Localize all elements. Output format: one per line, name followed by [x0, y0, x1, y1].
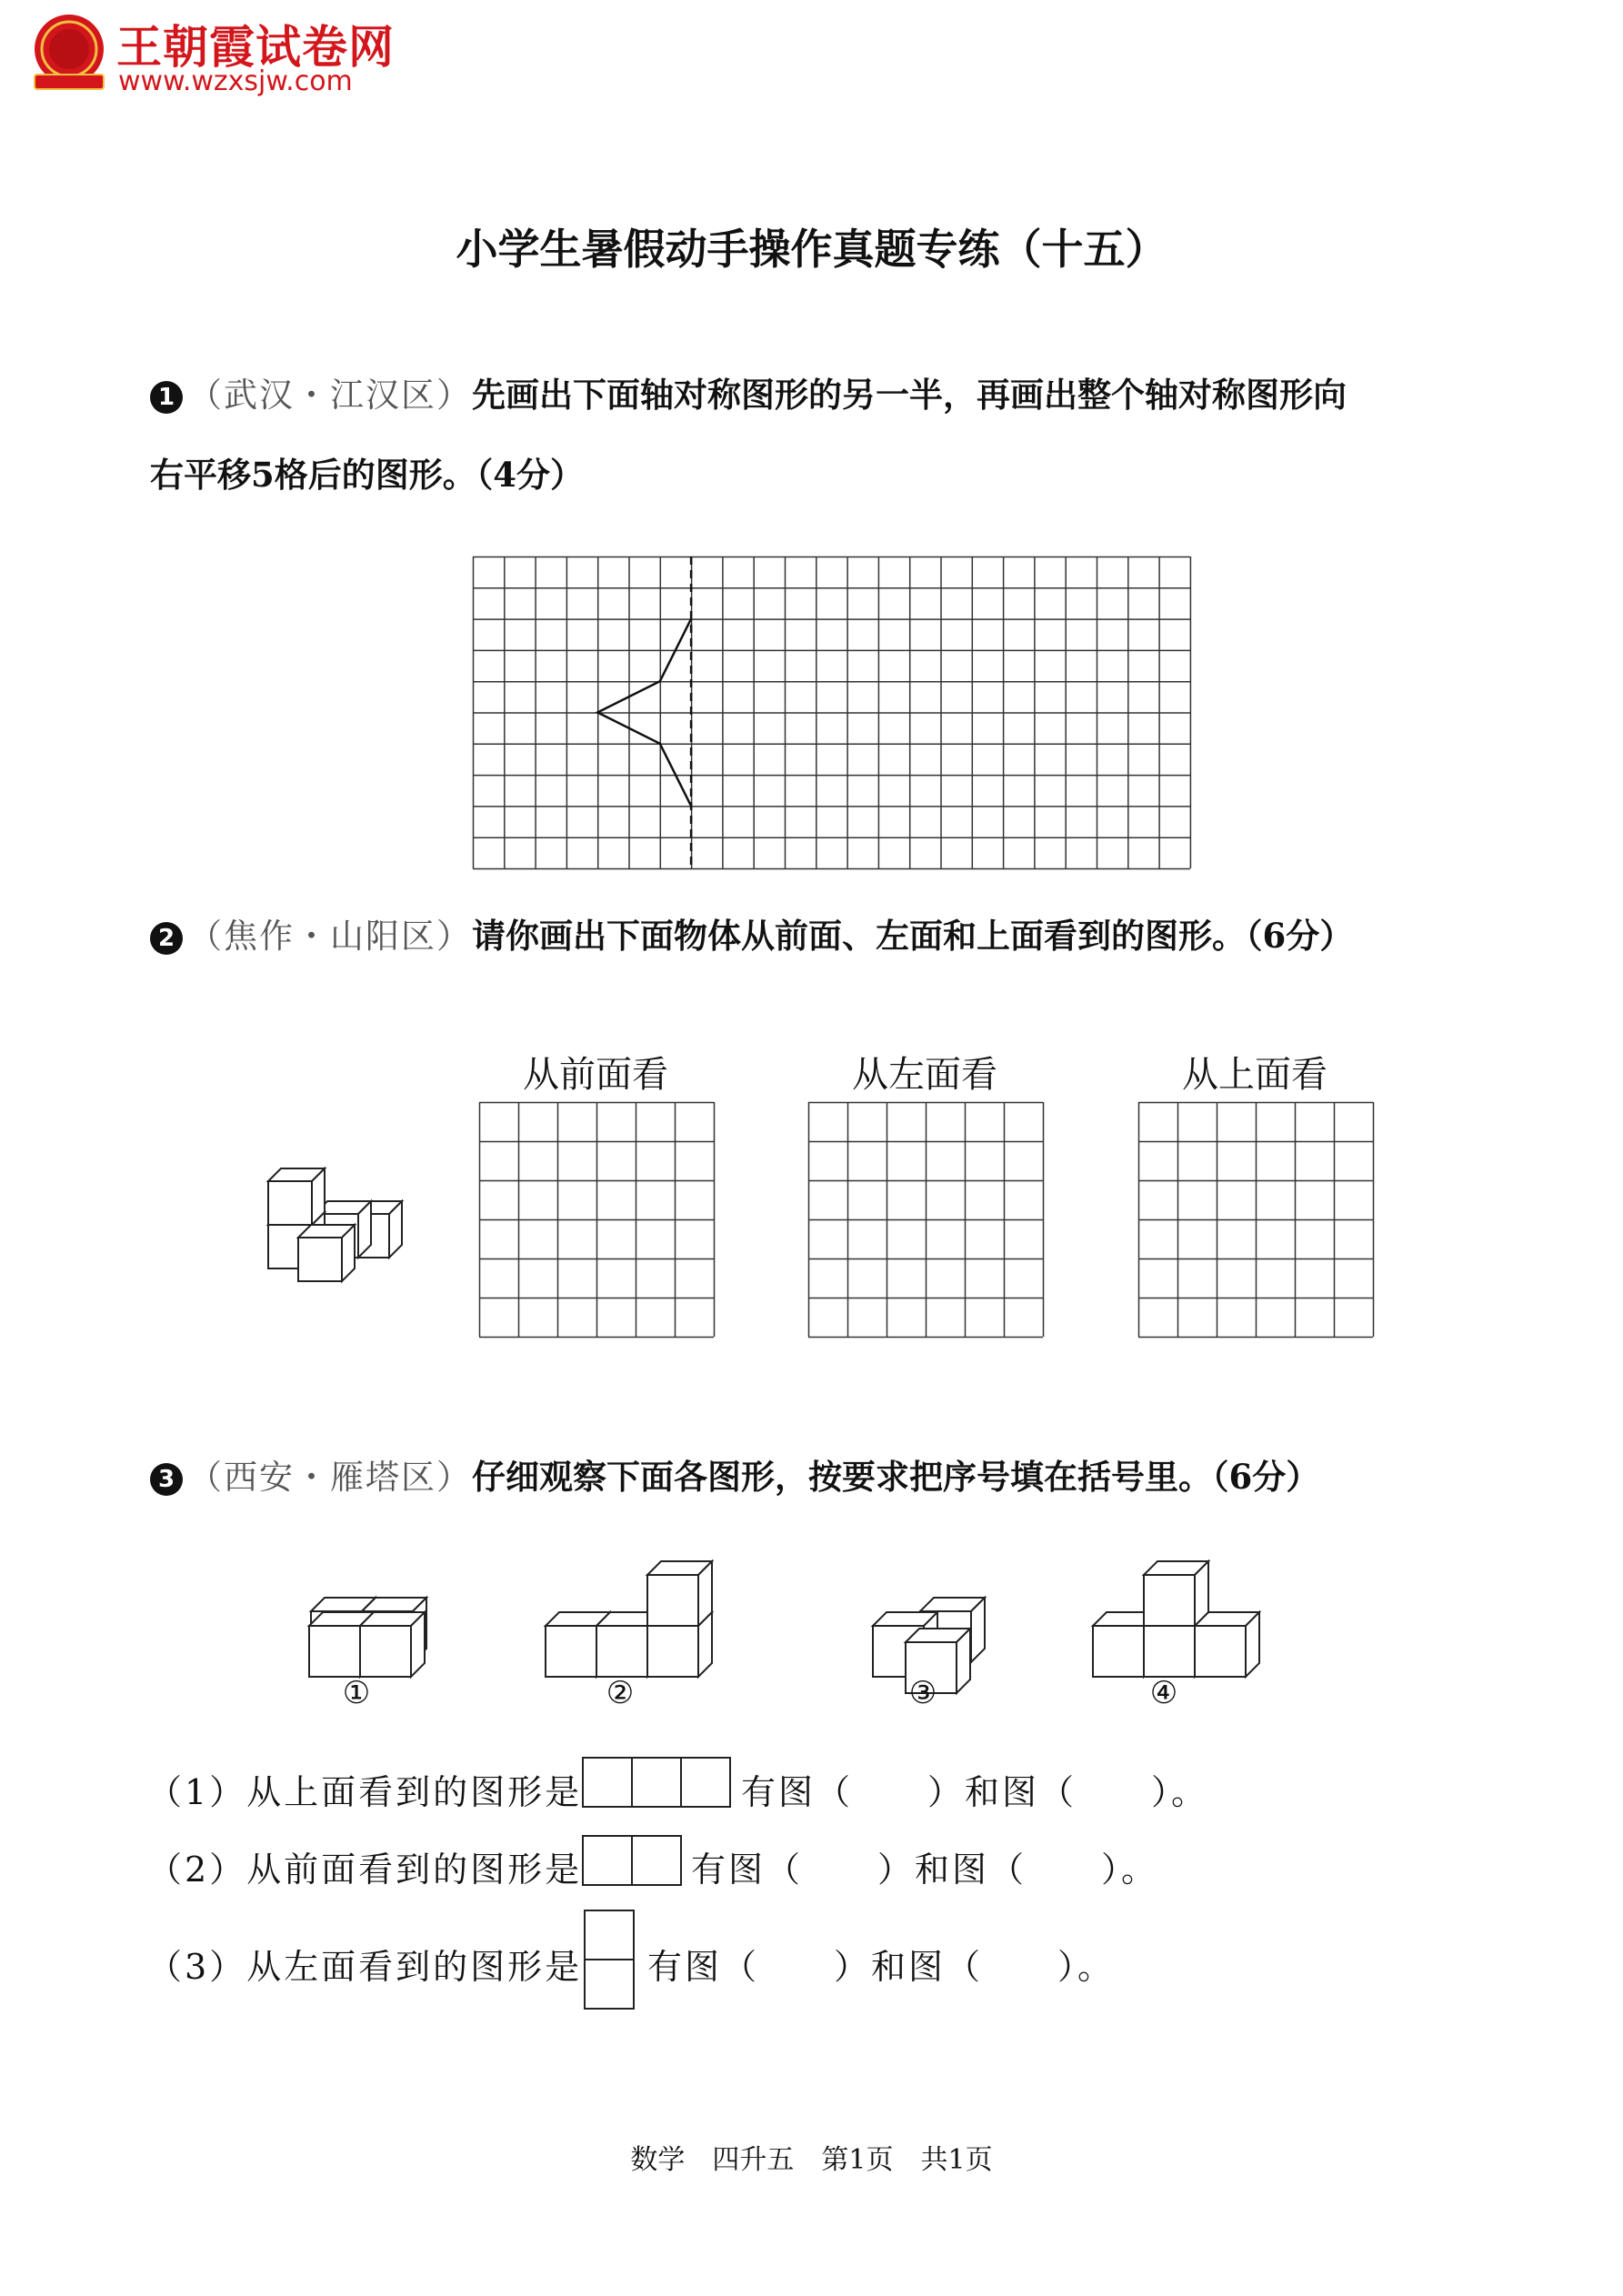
cube-front [298, 1225, 355, 1281]
brand-name: 王朝霞试卷网 [116, 21, 395, 74]
top-view-grid[interactable] [1138, 1102, 1373, 1337]
page-title: 小学生暑假动手操作真题专练（十五） [456, 225, 1167, 274]
cube-front-face [647, 1575, 698, 1626]
cube-front-face [596, 1626, 647, 1677]
view-label-top: 从上面看 [1182, 1054, 1327, 1096]
view-label-left: 从左面看 [852, 1054, 997, 1096]
question-2-line [150, 914, 1353, 958]
question-1-line-2: 右平移5格后的图形。（4分） [150, 455, 584, 495]
question-2-source: （焦作・山阳区） [188, 917, 472, 956]
question-2-text: 请你画出下面物体从前面、左面和上面看到的图形。（6分） [472, 916, 1354, 956]
shape-label-4: ④ [1149, 1675, 1178, 1711]
question-1-number: 1 [150, 381, 183, 414]
view-label-front: 从前面看 [523, 1054, 668, 1096]
question-1-text: 先画出下面轴对称图形的另一半，再画出整个轴对称图形向 [472, 375, 1347, 415]
shape-label-2: ② [606, 1675, 635, 1711]
question-3-line [150, 1455, 1319, 1499]
symmetry-grid[interactable] [473, 556, 1191, 870]
cube-front-face [1144, 1575, 1195, 1626]
cube-front-face [268, 1181, 312, 1225]
left-view-grid[interactable] [808, 1102, 1043, 1337]
cube-front-face [298, 1238, 342, 1281]
subquestion-2-suffix[interactable]: 有图（ ）和图（ ）。 [691, 1850, 1159, 1890]
cube-front-face [1144, 1626, 1195, 1677]
question-3-text: 仔细观察下面各图形，按要求把序号填在括号里。（6分） [472, 1457, 1320, 1497]
shape-4-cube-top [1144, 1561, 1208, 1626]
shape-figures [0, 1537, 1623, 1700]
shape-1-cube-front [360, 1612, 425, 1677]
shape-label-1: ① [342, 1675, 371, 1711]
cube-front-face [546, 1626, 596, 1677]
cube-stack-figure [264, 1168, 427, 1287]
subquestion-1-suffix[interactable]: 有图（ ）和图（ ）。 [741, 1772, 1209, 1812]
subquestion-3-suffix[interactable]: 有图（ ）和图（ ）。 [647, 1947, 1116, 1987]
cube-front-face [360, 1626, 411, 1677]
subquestion-1-prefix: （1）从上面看到的图形是 [147, 1772, 583, 1812]
front-view-grid[interactable] [479, 1102, 714, 1337]
cube-front-face [1195, 1626, 1246, 1677]
brand-url: www.wzxsjw.com [118, 65, 353, 97]
subquestion-3-prefix: （3）从左面看到的图形是 [147, 1947, 583, 1987]
question-3-source: （西安・雁塔区） [188, 1458, 472, 1497]
question-1-source: （武汉・江汉区） [188, 376, 472, 415]
shape-2-cube-top [647, 1561, 712, 1626]
seal-logo-icon [27, 11, 111, 95]
cube-front-face [647, 1626, 698, 1677]
page-footer: 数学 四升五 第1页 共1页 [630, 2144, 993, 2176]
question-3-number: 3 [150, 1463, 183, 1496]
cube-front-face [309, 1626, 360, 1677]
cube-front-face [1093, 1626, 1144, 1677]
cube-left-top [268, 1168, 325, 1225]
shape-label-3: ③ [908, 1675, 937, 1711]
subquestion-2-prefix: （2）从前面看到的图形是 [147, 1850, 583, 1890]
shape-4-cube [1195, 1612, 1259, 1677]
question-1-line-1 [150, 373, 1347, 417]
question-2-number: 2 [150, 922, 183, 955]
